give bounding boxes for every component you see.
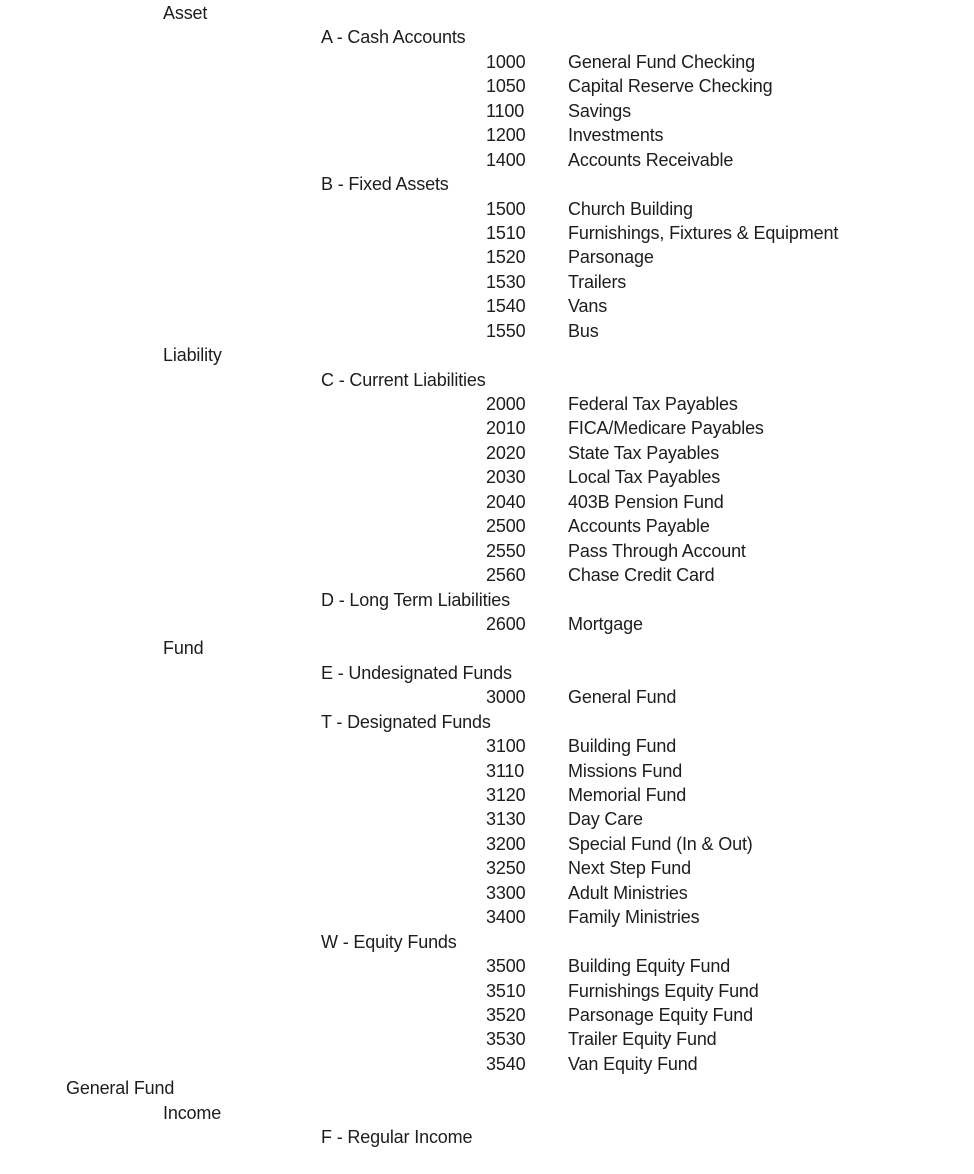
- account-type-label: Fund: [163, 638, 204, 659]
- account-row: [0, 1003, 974, 1027]
- section-heading-row: [0, 1125, 974, 1149]
- account-row: [0, 783, 974, 807]
- account-name: 403B Pension Fund: [568, 491, 724, 512]
- account-row: [0, 563, 974, 587]
- account-name: General Fund Checking: [568, 51, 755, 72]
- account-row: [0, 979, 974, 1003]
- account-type-row: [0, 1, 974, 25]
- account-number: 1540: [486, 296, 526, 317]
- section-heading-label: F - Regular Income: [321, 1127, 473, 1148]
- account-row: [0, 685, 974, 709]
- account-name: Family Ministries: [568, 907, 700, 928]
- account-name: Bus: [568, 320, 599, 341]
- account-name: Van Equity Fund: [568, 1053, 698, 1074]
- account-row: [0, 807, 974, 831]
- section-heading-row: [0, 172, 974, 196]
- account-name: Building Fund: [568, 736, 677, 757]
- section-heading-label: B - Fixed Assets: [321, 174, 449, 195]
- account-number: 2010: [486, 418, 526, 439]
- account-row: [0, 856, 974, 880]
- section-heading-row: [0, 710, 974, 734]
- account-row: [0, 465, 974, 489]
- account-name: Local Tax Payables: [568, 467, 721, 488]
- section-heading-row: [0, 588, 974, 612]
- account-type-label: Asset: [163, 3, 208, 23]
- account-number: 1000: [486, 51, 526, 72]
- account-row: [0, 905, 974, 929]
- section-heading-row: [0, 930, 974, 954]
- account-row: [0, 221, 974, 245]
- account-name: Mortgage: [568, 613, 643, 634]
- account-row: [0, 832, 974, 856]
- account-number: 3400: [486, 907, 526, 928]
- account-type-row: [0, 343, 974, 367]
- account-row: [0, 539, 974, 563]
- fund-heading-label: General Fund: [66, 1078, 175, 1099]
- account-name: Next Step Fund: [568, 858, 691, 879]
- account-number: 3500: [486, 956, 526, 977]
- account-number: 3110: [486, 760, 525, 781]
- account-number: 2020: [486, 442, 526, 463]
- account-number: 3000: [486, 687, 526, 708]
- account-row: [0, 319, 974, 343]
- account-number: 3200: [486, 833, 526, 854]
- account-number: 1200: [486, 125, 526, 146]
- account-number: 2500: [486, 516, 526, 537]
- account-name: Federal Tax Payables: [568, 394, 738, 414]
- account-row: [0, 881, 974, 905]
- section-heading-label: T - Designated Funds: [321, 711, 491, 732]
- section-heading-row: [0, 368, 974, 392]
- account-name: State Tax Payables: [568, 442, 720, 463]
- account-name: Special Fund (In & Out): [568, 833, 753, 854]
- account-number: 1520: [486, 247, 526, 268]
- account-number: 1550: [486, 320, 526, 341]
- account-number: 2030: [486, 467, 526, 488]
- account-row: [0, 441, 974, 465]
- account-number: 3100: [486, 736, 526, 757]
- account-number: 2600: [486, 613, 526, 634]
- account-number: 3510: [486, 980, 526, 1001]
- account-row: [0, 1027, 974, 1051]
- account-row: [0, 245, 974, 269]
- account-row: [0, 148, 974, 172]
- account-name: Parsonage Equity Fund: [568, 1004, 753, 1025]
- account-number: 1050: [486, 76, 526, 97]
- section-heading-label: D - Long Term Liabilities: [321, 589, 511, 610]
- account-number: 2040: [486, 491, 526, 512]
- account-number: 1100: [486, 100, 525, 121]
- account-row: [0, 759, 974, 783]
- account-row: [0, 294, 974, 318]
- account-number: 1400: [486, 149, 526, 170]
- account-name: Accounts Payable: [568, 516, 710, 537]
- account-name: Parsonage: [568, 247, 654, 268]
- fund-heading-row: [0, 1076, 974, 1100]
- account-name: Trailers: [568, 271, 627, 292]
- account-row: [0, 74, 974, 98]
- account-number: 2550: [486, 540, 526, 561]
- account-name: General Fund: [568, 687, 677, 708]
- account-row: [0, 1052, 974, 1076]
- account-row: [0, 416, 974, 440]
- account-name: Building Equity Fund: [568, 956, 731, 977]
- account-type-label: Income: [163, 1102, 222, 1123]
- account-name: Capital Reserve Checking: [568, 76, 773, 97]
- account-name: Accounts Receivable: [568, 149, 734, 170]
- account-number: 3120: [486, 785, 526, 805]
- account-number: 3520: [486, 1004, 526, 1025]
- account-number: 3530: [486, 1029, 526, 1050]
- account-name: Chase Credit Card: [568, 565, 715, 586]
- account-row: [0, 123, 974, 147]
- account-row: [0, 734, 974, 758]
- account-row: [0, 197, 974, 221]
- account-number: 2000: [486, 394, 526, 414]
- section-heading-label: E - Undesignated Funds: [321, 662, 512, 683]
- account-number: 1510: [486, 222, 526, 243]
- account-name: Adult Ministries: [568, 882, 688, 903]
- account-row: [0, 954, 974, 978]
- account-name: Furnishings Equity Fund: [568, 980, 759, 1001]
- account-name: FICA/Medicare Payables: [568, 418, 764, 439]
- account-row: [0, 612, 974, 636]
- account-name: Missions Fund: [568, 760, 683, 781]
- section-heading-row: [0, 25, 974, 49]
- account-name: Vans: [568, 296, 608, 317]
- account-type-row: [0, 636, 974, 660]
- section-heading-label: A - Cash Accounts: [321, 27, 466, 48]
- account-number: 2560: [486, 565, 526, 586]
- account-number: 3250: [486, 858, 526, 879]
- account-name: Furnishings, Fixtures & Equipment: [568, 222, 839, 243]
- account-row: [0, 514, 974, 538]
- section-heading-row: [0, 661, 974, 685]
- account-row: [0, 270, 974, 294]
- account-number: 3540: [486, 1053, 526, 1074]
- account-name: Investments: [568, 125, 664, 146]
- account-name: Savings: [568, 100, 631, 121]
- account-number: 1500: [486, 198, 526, 219]
- account-type-row: [0, 1101, 974, 1125]
- account-row: [0, 50, 974, 74]
- section-heading-label: W - Equity Funds: [321, 931, 457, 952]
- account-name: Memorial Fund: [568, 785, 687, 805]
- account-row: [0, 490, 974, 514]
- account-type-label: Liability: [163, 345, 222, 366]
- account-name: Trailer Equity Fund: [568, 1029, 717, 1050]
- account-number: 3130: [486, 809, 526, 830]
- account-row: [0, 99, 974, 123]
- account-number: 3300: [486, 882, 526, 903]
- account-number: 1530: [486, 271, 526, 292]
- account-name: Day Care: [568, 809, 643, 830]
- section-heading-label: C - Current Liabilities: [321, 369, 486, 390]
- account-name: Pass Through Account: [568, 540, 746, 561]
- account-name: Church Building: [568, 198, 693, 219]
- account-row: [0, 392, 974, 416]
